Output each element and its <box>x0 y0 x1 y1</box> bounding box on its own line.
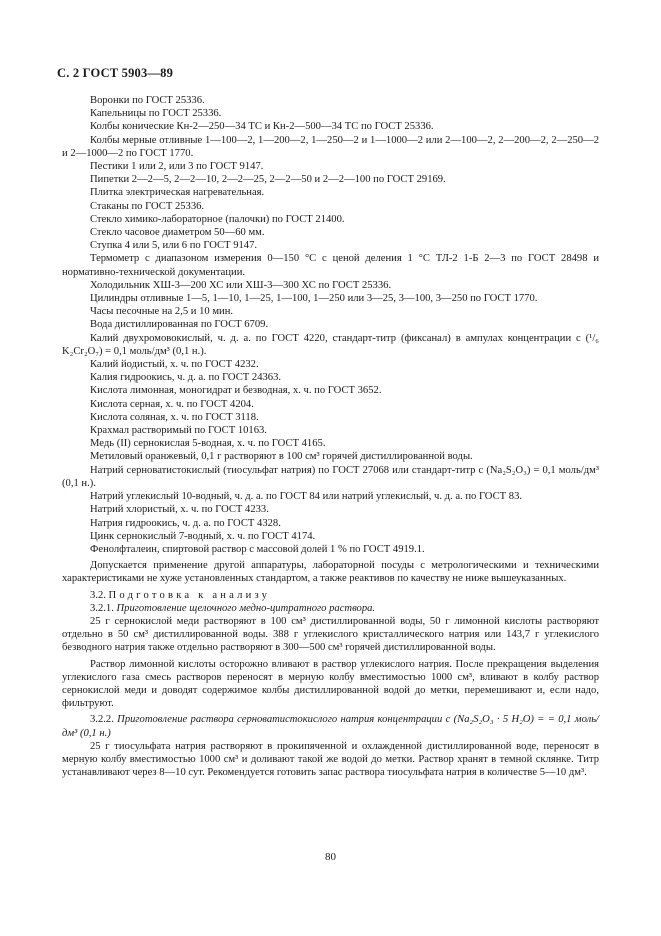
list-item: Натрия гидроокись, ч. д. а. по ГОСТ 4328. <box>90 517 281 529</box>
list-item: Часы песочные на 2,5 и 10 мин. <box>90 306 234 318</box>
section-title: Приготовление раствора серноватистокислого натрия концентрации с (Na₂S₂O₃ · 5 H₂O) = = 0,1 моль/дм³ (0,1 н.) <box>62 714 599 739</box>
list-item: Калий двухромовокислый, ч. д. а. по ГОСТ 4220, стандарт-титр (фиксанал) в ампулах концентрации с (¹/₆ K₂Cr₂O₇) = 0,1 моль/дм³ (0,1 н.). <box>62 332 599 357</box>
section-title: Подготовка к анализу <box>108 589 271 601</box>
section-3-2-heading <box>62 589 599 602</box>
list-item: Вода дистиллированная по ГОСТ 6709. <box>90 319 269 331</box>
body-paragraph: Раствор лимонной кислоты осторожно вливают в раствор углекислого натрия. После прекращения выделения углекислого газа смесь растворов переносят в мерную колбу вместимостью 1000 см³, вливают в колбу раствор сернокислой меди и доводят содержимое колбы дистиллированной водой до метки, перемешивают и, если надо, фильтруют. <box>62 658 599 710</box>
list-item: Натрий хлористый, х. ч. по ГОСТ 4233. <box>90 504 269 516</box>
list-item: Стекло химико-лабораторное (палочки) по ГОСТ 21400. <box>90 213 345 225</box>
list-item: Натрий серноватистокислый (тиосульфат натрия) по ГОСТ 27068 или стандарт-титр с (Na₂S₂O₃) = 0,1 моль/дм³ (0,1 н.). <box>62 464 599 489</box>
list-item: Кислота лимонная, моногидрат и безводная, х. ч. по ГОСТ 3652. <box>90 385 382 397</box>
section-number: 3.2. <box>90 589 106 601</box>
page-number: 80 <box>325 851 336 863</box>
list-item: Крахмал растворимый по ГОСТ 10163. <box>90 425 267 437</box>
list-item: Кислота серная, х. ч. по ГОСТ 4204. <box>90 398 254 410</box>
section-3-2-2-heading <box>62 713 599 739</box>
list-item: Колбы конические Кн-2—250—34 ТС и Кн-2—500—34 ТС по ГОСТ 25336. <box>90 121 434 133</box>
body-paragraph: 25 г сернокислой меди растворяют в 100 см³ дистиллированной воды, 50 г лимонной кислоты растворяют отдельно в 50 см³ дистиллированной воды. 388 г углекислого кристаллического натрия или 143,7 г углекислого безводного натрия также отдельно растворяют в 300—500 см³ горячей дистиллированной воды. <box>62 615 599 654</box>
list-item: Холодильник ХШ-3—200 ХС или ХШ-3—300 ХС по ГОСТ 25336. <box>90 279 392 291</box>
list-item: Стаканы по ГОСТ 25336. <box>90 200 205 212</box>
list-item: Фенолфталеин, спиртовой раствор с массовой долей 1 % по ГОСТ 4919.1. <box>90 543 425 555</box>
section-number: 3.2.1. <box>90 602 114 614</box>
list-item: Калия гидроокись, ч. д. а. по ГОСТ 24363. <box>90 372 282 384</box>
list-item: Плитка электрическая нагревательная. <box>90 187 265 199</box>
list-item: Воронки по ГОСТ 25336. <box>90 95 205 106</box>
list-item: Медь (II) сернокислая 5-водная, х. ч. по ГОСТ 4165. <box>90 438 326 450</box>
list-item: Стекло часовое диаметром 50—60 мм. <box>90 227 265 239</box>
note-paragraph: Допускается применение другой аппаратуры, лабораторной посуды с метрологическими и техническими характеристиками не хуже установленных стандартом, а также реактивов по качеству не ниже вышеуказанных. <box>62 560 599 585</box>
list-item: Натрий углекислый 10-водный, ч. д. а. по ГОСТ 84 или натрий углекислый, ч. д. а. по ГОСТ 83. <box>90 491 523 503</box>
list-item: Колбы мерные отливные 1—100—2, 1—200—2, 1—250—2 и 1—1000—2 или 2—100—2, 2—200—2, 2—250—2 и 2—1000—2 по ГОСТ 1770. <box>62 134 599 159</box>
list-item: Термометр с диапазоном измерения 0—150 °С с ценой деления 1 °С ТЛ-2 1-Б 2—3 по ГОСТ 28498 и нормативно-технической документации. <box>62 253 599 278</box>
section-3-2-1-heading <box>62 602 599 615</box>
page-header: С. 2 ГОСТ 5903—89 <box>57 66 174 80</box>
list-item: Пестики 1 или 2, или 3 по ГОСТ 9147. <box>90 161 264 173</box>
list-item: Цилиндры отливные 1—5, 1—10, 1—25, 1—100, 1—250 или 3—25, 3—100, 3—250 по ГОСТ 1770. <box>90 293 538 305</box>
equipment-list <box>62 94 599 556</box>
list-item: Ступка 4 или 5, или 6 по ГОСТ 9147. <box>90 240 258 252</box>
list-item: Метиловый оранжевый, 0,1 г растворяют в 100 см³ горячей дистиллированной воды. <box>90 451 473 463</box>
section-title: Приготовление щелочного медно-цитратного раствора. <box>116 602 376 614</box>
list-item: Кислота соляная, х. ч. по ГОСТ 3118. <box>90 411 259 423</box>
list-item: Калий йодистый, х. ч. по ГОСТ 4232. <box>90 359 259 371</box>
list-item: Цинк сернокислый 7-водный, х. ч. по ГОСТ 4174. <box>90 530 316 542</box>
section-number: 3.2.2. <box>90 714 114 726</box>
page-body <box>62 94 599 779</box>
list-item: Капельницы по ГОСТ 25336. <box>90 108 222 120</box>
body-paragraph: 25 г тиосульфата натрия растворяют в прокипяченной и охлажденной дистиллированной воде, переносят в мерную колбу вместимостью 1000 см³ и доливают такой же водой до метки. Раствор хранят в темной склянке. Титр устанавливают через 8—10 сут. Рекомендуется готовить запас раствора тиосульфата натрия в количестве 5—10 дм³. <box>62 740 599 779</box>
list-item: Пипетки 2—2—5, 2—2—10, 2—2—25, 2—2—50 и 2—2—100 по ГОСТ 29169. <box>90 174 446 186</box>
